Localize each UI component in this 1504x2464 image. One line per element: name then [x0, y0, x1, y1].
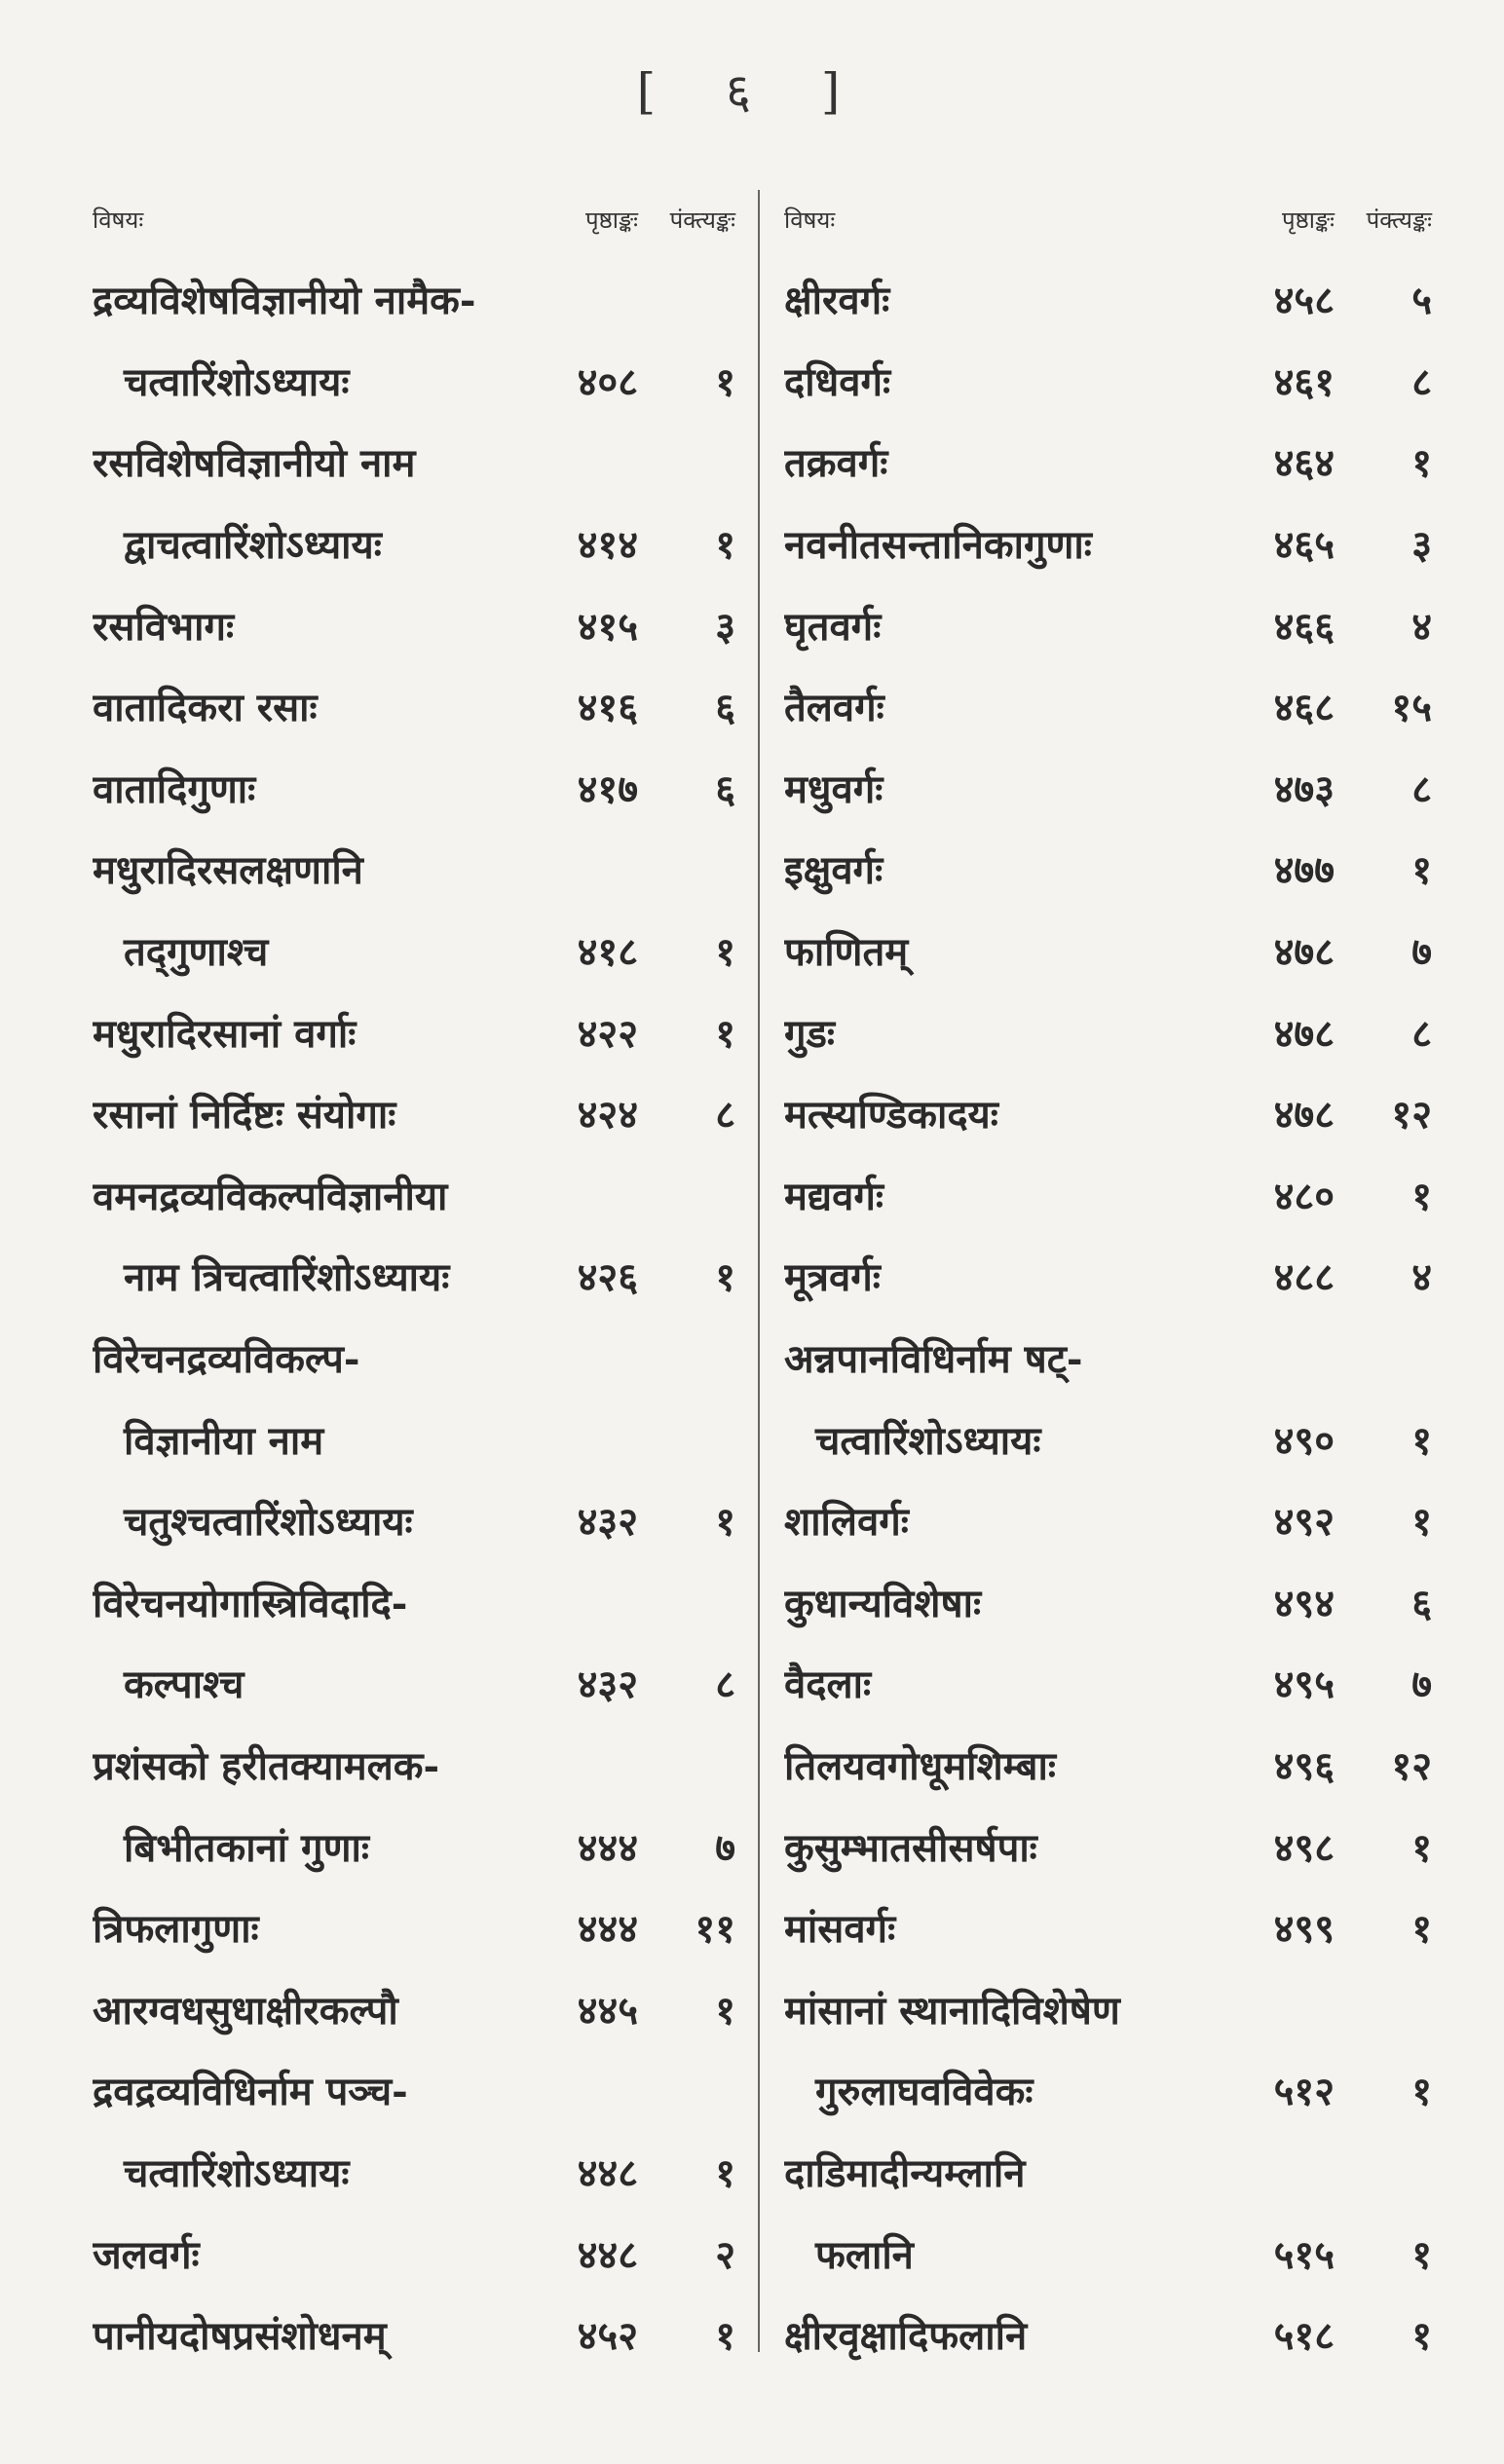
entry-subject: बिभीतकानां गुणाः [124, 1824, 369, 1871]
toc-entry [784, 665, 1432, 747]
entry-subject: जलवर्गः [93, 2231, 200, 2278]
toc-entry [784, 1317, 1432, 1399]
entry-page-number: ५१८ [1273, 2313, 1335, 2360]
toc-entry [93, 665, 735, 747]
entry-page-number: ४६४ [1273, 440, 1335, 487]
entry-subject: रसविशेषविज्ञानीयो नाम [93, 440, 416, 487]
toc-entry [784, 1886, 1432, 1968]
entry-page-number: ४९४ [1273, 1580, 1335, 1626]
entry-page-number: ५१२ [1273, 2069, 1335, 2115]
entry-page-number: ४८८ [1273, 1254, 1335, 1301]
toc-entry [93, 503, 735, 584]
entry-subject: वातादिगुणाः [93, 765, 256, 812]
entry-subject: कुसुम्भातसीसर्षपाः [784, 1824, 1037, 1871]
toc-entry [93, 421, 735, 503]
entry-page-number: ४२६ [577, 1254, 638, 1301]
toc-entry [784, 1805, 1432, 1886]
entry-page-number: ४०८ [577, 358, 638, 405]
entry-line-number: १ [1411, 1824, 1432, 1871]
entry-line-number: १ [715, 1987, 735, 2034]
entry-page-number: ४७३ [1273, 765, 1335, 812]
entry-page-number: ४१४ [577, 522, 638, 569]
entry-subject: मधुरादिरसानां वर्गाः [93, 1010, 357, 1057]
entry-subject: आरग्वधसुधाक्षीरकल्पौ [93, 1987, 398, 2034]
toc-entry [784, 2131, 1432, 2213]
entry-subject: इक्षुवर्गः [784, 847, 884, 894]
entry-line-number: ८ [715, 1661, 735, 1708]
entry-subject: वातादिकरा रसाः [93, 685, 318, 731]
entry-line-number: १ [715, 1254, 735, 1301]
toc-entry [784, 1642, 1432, 1724]
entry-page-number: ४१५ [577, 603, 638, 650]
entry-subject: कुधान्यविशेषाः [784, 1580, 982, 1626]
entry-subject: मूत्रवर्गः [784, 1254, 881, 1301]
toc-entry [93, 910, 735, 991]
entry-subject: द्वाचत्वारिंशोऽध्यायः [124, 522, 382, 569]
left-entries [93, 258, 735, 2374]
entry-page-number: ४१७ [577, 765, 638, 812]
entry-page-number: ४४८ [577, 2149, 638, 2196]
toc-entry [93, 1398, 735, 1479]
entry-page-number: ४६८ [1273, 685, 1335, 731]
entry-line-number: १ [715, 358, 735, 405]
entry-subject: रसानां निर्दिष्टः संयोगाः [93, 1092, 396, 1139]
page-header: पृष्ठाङ्कः [1281, 205, 1335, 234]
entry-subject: मांसवर्गः [784, 1906, 896, 1953]
entry-subject: मधुवर्गः [784, 765, 884, 812]
entry-subject: नाम त्रिचत्वारिंशोऽध्यायः [124, 1254, 450, 1301]
subject-header: विषयः [784, 205, 836, 234]
toc-entry [784, 1724, 1432, 1806]
entry-line-number: १ [1411, 2069, 1432, 2115]
toc-entry [93, 1642, 735, 1724]
toc-entry [93, 747, 735, 829]
entry-line-number: १ [715, 2313, 735, 2360]
toc-entry [93, 990, 735, 1072]
entry-subject: विरेचनयोगास्त्रिविदादि- [93, 1580, 408, 1626]
entry-page-number: ४७८ [1273, 1092, 1335, 1139]
line-header: पंक्त्यङ्कः [1366, 205, 1432, 234]
toc-entry [93, 1805, 735, 1886]
entry-line-number: १ [715, 1010, 735, 1057]
entry-line-number: १ [715, 1499, 735, 1546]
entry-page-number: ४१६ [577, 685, 638, 731]
toc-entry [784, 828, 1432, 910]
left-column-header [93, 200, 735, 239]
entry-subject: द्रव्यविशेषविज्ञानीयो नामैक- [93, 278, 476, 324]
entry-subject: विज्ञानीया नाम [124, 1417, 324, 1464]
subject-header: विषयः [93, 205, 144, 234]
entry-subject: प्रशंसको हरीतक्यामलक- [93, 1742, 440, 1789]
entry-line-number: ८ [1411, 1010, 1432, 1057]
entry-page-number: ४४४ [577, 1906, 638, 1953]
entry-page-number: ४४५ [577, 1987, 638, 2034]
entry-page-number: ४६१ [1273, 358, 1335, 405]
entry-page-number: ४४४ [577, 1824, 638, 1871]
entry-page-number: ४७८ [1273, 1010, 1335, 1057]
toc-entry [93, 1154, 735, 1236]
toc-entry [784, 2212, 1432, 2294]
entry-line-number: १ [715, 522, 735, 569]
toc-entry [93, 1724, 735, 1806]
entry-line-number: १ [1411, 1173, 1432, 1219]
entry-subject: गुडः [784, 1010, 835, 1057]
entry-page-number: ४७८ [1273, 929, 1335, 976]
entry-page-number: ४९२ [1273, 1499, 1335, 1546]
entry-subject: दधिवर्गः [784, 358, 891, 405]
entry-line-number: ६ [715, 765, 735, 812]
toc-entry [784, 583, 1432, 665]
entry-line-number: ४ [1411, 1254, 1432, 1301]
entry-subject: त्रिफलागुणाः [93, 1906, 259, 1953]
toc-entry [93, 340, 735, 422]
toc-entry [784, 1235, 1432, 1317]
entry-subject: वैदलाः [784, 1661, 872, 1708]
entry-line-number: १ [1411, 847, 1432, 894]
toc-entry [784, 2049, 1432, 2131]
entry-page-number: ४९९ [1273, 1906, 1335, 1953]
entry-line-number: १२ [1391, 1092, 1432, 1139]
toc-entry [93, 1317, 735, 1399]
page-number: [ ६ ] [636, 63, 868, 120]
entry-line-number: ३ [715, 603, 735, 650]
toc-entry [784, 1072, 1432, 1154]
entry-subject: चतुश्चत्वारिंशोऽध्यायः [124, 1499, 413, 1546]
entry-subject: रसविभागः [93, 603, 235, 650]
entry-line-number: ७ [1411, 1661, 1432, 1708]
toc-entry [93, 2212, 735, 2294]
entry-line-number: ११ [695, 1906, 735, 1953]
entry-line-number: ८ [1411, 765, 1432, 812]
entry-subject: मधुरादिरसलक्षणानि [93, 847, 363, 894]
column-divider [758, 190, 760, 2352]
toc-entry [784, 258, 1432, 340]
entry-page-number: ४४८ [577, 2231, 638, 2278]
entry-page-number: ४३२ [577, 1499, 638, 1546]
entry-page-number: ४२२ [577, 1010, 638, 1057]
right-column-header [784, 200, 1432, 239]
toc-entry [784, 747, 1432, 829]
entry-line-number: ८ [715, 1092, 735, 1139]
entry-page-number: ४९० [1273, 1417, 1335, 1464]
entry-subject: चत्वारिंशोऽध्यायः [124, 2149, 350, 2196]
toc-entry [93, 1479, 735, 1561]
toc-entry [93, 1886, 735, 1968]
entry-page-number: ४८० [1273, 1173, 1335, 1219]
entry-line-number: ३ [1411, 522, 1432, 569]
entry-subject: फलानि [815, 2231, 914, 2278]
entry-subject: क्षीरवर्गः [784, 278, 890, 324]
toc-entry [93, 1072, 735, 1154]
entry-subject: फाणितम् [784, 929, 909, 976]
toc-entry [93, 258, 735, 340]
entry-subject: तक्रवर्गः [784, 440, 888, 487]
line-header: पंक्त्यङ्कः [669, 205, 735, 234]
entry-page-number: ४६६ [1273, 603, 1335, 650]
toc-entry [93, 2049, 735, 2131]
entry-line-number: ७ [1411, 929, 1432, 976]
toc-entry [93, 828, 735, 910]
toc-entry [784, 1154, 1432, 1236]
toc-entry [784, 2294, 1432, 2375]
entry-line-number: ८ [1411, 358, 1432, 405]
entry-page-number: ४९५ [1273, 1661, 1335, 1708]
entry-subject: चत्वारिंशोऽध्यायः [124, 358, 350, 405]
entry-line-number: २ [715, 2231, 735, 2278]
entry-subject: पानीयदोषप्रसंशोधनम् [93, 2313, 387, 2360]
toc-entry [784, 990, 1432, 1072]
entry-page-number: ४७७ [1273, 847, 1335, 894]
entry-line-number: १ [1411, 2231, 1432, 2278]
entry-line-number: १ [715, 929, 735, 976]
entry-page-number: ४९८ [1273, 1824, 1335, 1871]
entry-subject: गुरुलाघवविवेकः [815, 2069, 1034, 2115]
entry-line-number: ४ [1411, 603, 1432, 650]
entry-page-number: ४९६ [1273, 1742, 1335, 1789]
entry-page-number: ४३२ [577, 1661, 638, 1708]
entry-subject: शालिवर्गः [784, 1499, 909, 1546]
toc-entry [93, 2294, 735, 2375]
entry-subject: विरेचनद्रव्यविकल्प- [93, 1336, 360, 1383]
entry-page-number: ५१५ [1273, 2231, 1335, 2278]
entry-page-number: ४२४ [577, 1092, 638, 1139]
page-header: पृष्ठाङ्कः [584, 205, 638, 234]
entry-line-number: १२ [1391, 1742, 1432, 1789]
entry-subject: तैलवर्गः [784, 685, 884, 731]
toc-entry [784, 1398, 1432, 1479]
entry-line-number: १ [1411, 1499, 1432, 1546]
entry-page-number: ४१८ [577, 929, 638, 976]
right-column [784, 200, 1432, 2374]
entry-line-number: १ [1411, 2313, 1432, 2360]
entry-page-number: ४५२ [577, 2313, 638, 2360]
entry-subject: मांसानां स्थानादिविशेषेण [784, 1987, 1120, 2034]
toc-entry [784, 910, 1432, 991]
entry-subject: कल्पाश्च [124, 1661, 244, 1708]
toc-entry [784, 1479, 1432, 1561]
entry-subject: तिलयवगोधूमशिम्बाः [784, 1742, 1056, 1789]
toc-entry [93, 1235, 735, 1317]
right-entries [784, 258, 1432, 2374]
entry-subject: मत्स्यण्डिकादयः [784, 1092, 998, 1139]
entry-line-number: १५ [1391, 685, 1432, 731]
entry-line-number: ५ [1411, 278, 1432, 324]
toc-entry [784, 503, 1432, 584]
entry-subject: द्रवद्रव्यविधिर्नाम पञ्च- [93, 2069, 408, 2115]
toc-entry [784, 421, 1432, 503]
entry-subject: नवनीतसन्तानिकागुणाः [784, 522, 1092, 569]
toc-entry [93, 583, 735, 665]
entry-subject: दाडिमादीन्यम्लानि [784, 2149, 1026, 2196]
entry-line-number: ६ [1411, 1580, 1432, 1626]
entry-line-number: १ [1411, 1417, 1432, 1464]
entry-line-number: ६ [715, 685, 735, 731]
toc-entry [93, 1561, 735, 1643]
toc-entry [784, 340, 1432, 422]
toc-entry [784, 1561, 1432, 1643]
entry-line-number: १ [715, 2149, 735, 2196]
entry-line-number: १ [1411, 440, 1432, 487]
entry-subject: घृतवर्गः [784, 603, 882, 650]
toc-entry [93, 1967, 735, 2049]
entry-subject: मद्यवर्गः [784, 1173, 884, 1219]
entry-line-number: ७ [715, 1824, 735, 1871]
entry-subject: क्षीरवृक्षादिफलानि [784, 2313, 1028, 2360]
entry-subject: वमनद्रव्यविकल्पविज्ञानीया [93, 1173, 448, 1219]
entry-subject: चत्वारिंशोऽध्यायः [815, 1417, 1041, 1464]
entry-subject: तद्‌गुणाश्च [124, 929, 269, 976]
toc-entry [784, 1967, 1432, 2049]
entry-page-number: ४५८ [1273, 278, 1335, 324]
toc-entry [93, 2131, 735, 2213]
left-column [93, 200, 735, 2374]
entry-line-number: १ [1411, 1906, 1432, 1953]
entry-page-number: ४६५ [1273, 522, 1335, 569]
entry-subject: अन्नपानविधिर्नाम षट्- [784, 1336, 1083, 1383]
